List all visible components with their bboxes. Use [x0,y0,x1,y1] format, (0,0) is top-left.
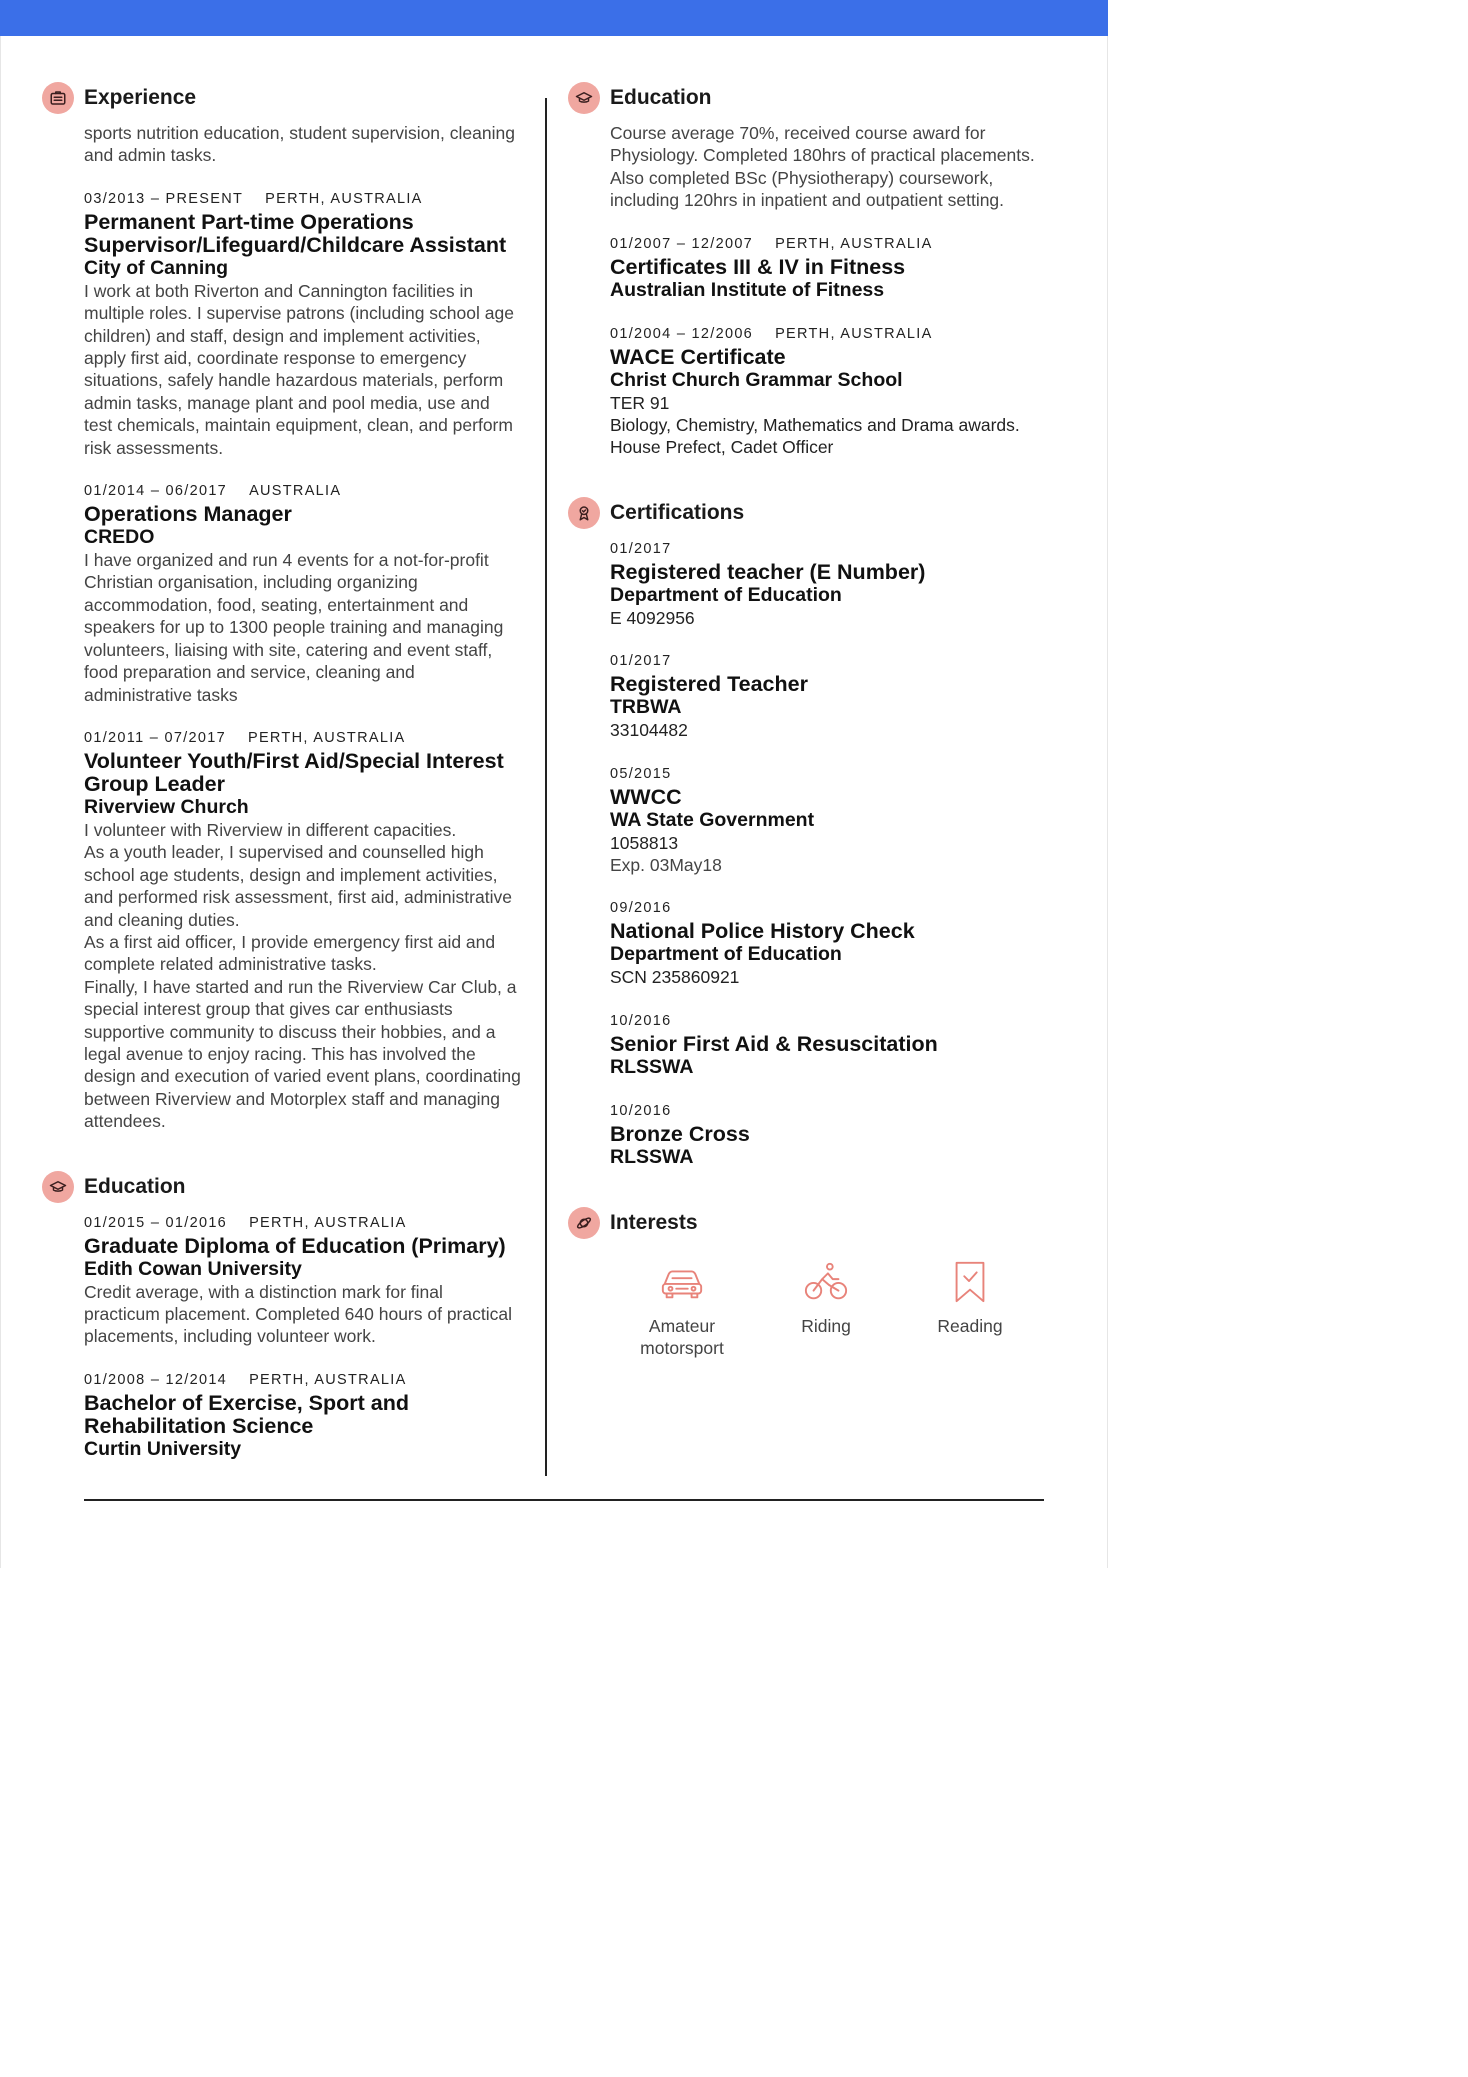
section-title: Interests [610,1210,698,1234]
entry-org: Edith Cowan University [84,1257,302,1280]
experience-entry [84,728,522,1133]
education-entry [84,1370,522,1461]
education-intro: Course average 70%, received course award for Physiology. Completed 180hrs of practical placements. Also completed BSc (Physiotherapy) coursework, including 120hrs in inpatient and outpatient setting. [610,123,1035,211]
entry-title: Graduate Diploma of Education (Primary) [84,1233,506,1258]
entry-org: Curtin University [84,1437,242,1460]
entry-date: 05/2015 [610,765,672,782]
entry-title: Bachelor of Exercise, Sport and Rehabilitation Science [84,1390,409,1438]
entry-org: Christ Church Grammar School [610,368,903,391]
section-title: Certifications [610,500,745,524]
graduation-cap-icon [568,82,600,114]
entry-title: Certificates III & IV in Fitness [610,254,906,279]
entry-description: I work at both Riverton and Cannington facilities in multiple roles. I supervise patrons (including school age children) and staff, design and implement activities, apply first aid, coordinate response to emergency situations, safely handle hazardous materials, perform admin tasks, manage plant and pool media, use and test chemicals, maintain equipment, clean, and perform risk assessments. [84,280,514,458]
entry-detail: E 4092956 [610,607,695,628]
certification-entry [610,1101,1048,1169]
entry-date: 01/2004 – 12/2006 [610,325,754,342]
entry-description-line: I volunteer with Riverview in different capacities. [84,819,457,840]
top-accent-bar [0,0,1108,36]
entry-title: National Police History Check [610,919,915,944]
entry-org: RLSSWA [610,1145,694,1168]
certification-entry [610,1011,1048,1079]
entry-location: PERTH, AUSTRALIA [249,1214,407,1231]
entry-org: City of Canning [84,256,229,279]
entry-date: 01/2017 [610,540,672,557]
interest-item [610,1259,754,1360]
planet-icon [568,1207,600,1239]
briefcase-icon [42,82,74,114]
entry-date: 01/2011 – 07/2017 [84,729,226,746]
entry-title: Operations Manager [84,502,292,527]
entry-org: Australian Institute of Fitness [610,278,885,301]
entry-title: Registered Teacher [610,672,808,697]
experience-entry [84,189,522,459]
entry-description-line: Finally, I have started and run the Riverview Car Club, a special interest group that gives car enthusiasts supportive community to discuss their hobbies, and a legal avenue to enjoy racing. This has involved the design and execution of varied event plans, coordinating between Riverview and Motorplex staff and managing attendees. [84,976,521,1132]
entry-org: CREDO [84,526,155,549]
entry-detail: Biology, Chemistry, Mathematics and Drama awards. [610,415,1020,436]
entry-location: PERTH, AUSTRALIA [249,1371,407,1388]
entry-title: WACE Certificate [610,344,786,369]
certification-entry [610,898,1048,988]
entry-location: PERTH, AUSTRALIA [775,325,933,342]
experience-section [42,80,522,1133]
education-entry [84,1213,522,1348]
entry-date: 01/2015 – 01/2016 [84,1214,228,1231]
certification-entry [610,764,1048,877]
entry-detail: Exp. 03May18 [610,855,722,876]
entry-org: Department of Education [610,583,842,606]
entry-description-line: As a youth leader, I supervised and counselled high school age students, design and implement activities, and performed risk assessment, first aid, administrative and cleaning duties. [84,842,512,930]
entry-title: Bronze Cross [610,1121,750,1146]
entry-description: Credit average, with a distinction mark for final practicum placement. Completed 640 hours of practical placements, including volunteer work. [84,1281,512,1347]
entry-title: WWCC [610,784,682,809]
section-header [42,80,522,116]
graduation-cap-icon [42,1171,74,1203]
section-header [568,1205,1048,1241]
entry-date: 10/2016 [610,1102,672,1119]
entry-org: RLSSWA [610,1055,694,1078]
entry-title: Registered teacher (E Number) [610,559,926,584]
car-icon [659,1259,705,1305]
section-header [42,1169,522,1205]
entry-date: 01/2007 – 12/2007 [610,235,754,252]
interest-label: Reading [937,1315,1003,1336]
section-title: Education [84,1174,186,1198]
entry-org: Department of Education [610,943,842,966]
section-title: Experience [84,86,197,109]
entry-location: PERTH, AUSTRALIA [775,235,933,252]
interest-item [898,1259,1042,1360]
entry-description-line: As a first aid officer, I provide emergency first aid and complete related administrative tasks. [84,931,496,975]
entry-detail: House Prefect, Cadet Officer [610,437,834,458]
left-column [42,80,522,1461]
entry-detail: TER 91 [610,392,670,413]
entry-title: Volunteer Youth/First Aid/Special Interest Group Leader [84,748,504,796]
interest-label: Riding [801,1315,851,1336]
entry-date: 01/2014 – 06/2017 [84,483,228,500]
education-entry [610,324,1048,459]
interest-label: Amateur motorsport [640,1315,724,1359]
entry-date: 01/2008 – 12/2014 [84,1371,228,1388]
experience-intro: sports nutrition education, student supervision, cleaning and admin tasks. [84,123,515,166]
entry-detail: 33104482 [610,720,688,741]
education-entry [610,234,1048,302]
section-header [568,80,1048,116]
entry-date: 09/2016 [610,900,672,917]
entry-title: Senior First Aid & Resuscitation [610,1031,938,1056]
entry-org: TRBWA [610,696,682,719]
bicycle-icon [803,1259,849,1305]
footer-divider [84,1499,1044,1501]
entry-location: PERTH, AUSTRALIA [247,729,406,746]
education-section-right [568,80,1048,459]
entry-date: 03/2013 – PRESENT [84,190,244,207]
entry-date: 10/2016 [610,1012,672,1029]
section-header [568,495,1048,531]
entry-title: Permanent Part-time Operations Supervisor/Lifeguard/Childcare Assistant [84,209,507,257]
entry-description: I have organized and run 4 events for a not-for-profit Christian organisation, including organizing accommodation, food, seating, entertainment and speakers for up to 1300 people training and managing volunteers, liaising with site, catering and event staff, food preparation and service, cleaning and administrative tasks [84,550,504,705]
bookmark-icon [947,1259,993,1305]
entry-org: WA State Government [610,808,815,831]
column-divider [545,98,547,1476]
certificate-badge-icon [568,497,600,529]
entry-location: PERTH, AUSTRALIA [265,190,423,207]
certifications-section [568,495,1048,1169]
entry-detail: SCN 235860921 [610,967,740,988]
education-section-left [42,1169,522,1461]
certification-entry [610,651,1048,741]
entry-detail: 1058813 [610,832,679,853]
entry-org: Riverview Church [84,795,249,818]
certification-entry [610,539,1048,629]
section-title: Education [610,86,712,109]
entry-date: 01/2017 [610,653,672,670]
interests-section [568,1205,1048,1360]
interest-item [754,1259,898,1360]
experience-entry [84,481,522,706]
interests-list [568,1259,1048,1360]
right-column [568,80,1048,1360]
entry-location: AUSTRALIA [249,483,342,500]
